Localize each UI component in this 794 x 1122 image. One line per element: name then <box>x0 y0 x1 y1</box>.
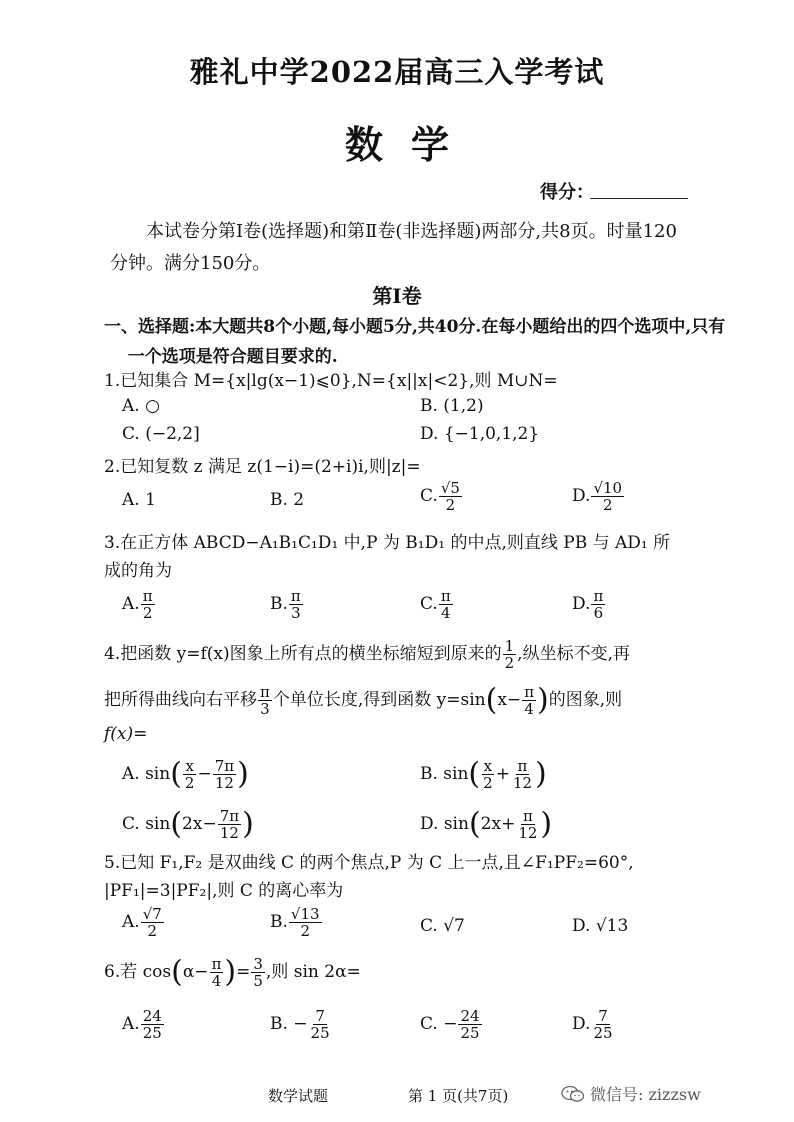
question-1-stem: 1.已知集合 M={x|lg(x−1)⩽0},N={x||x|<2},则 M∪N= <box>104 371 558 391</box>
question-3-stem-line2: 成的角为 <box>104 561 172 581</box>
question-5-stem-line2: |PF₁|=3|PF₂|,则 C 的离心率为 <box>104 881 344 901</box>
q2-option-b: B. 2 <box>270 490 305 510</box>
q3-option-d: D. $\frac{\pi}{6}$ <box>572 587 604 622</box>
q4-option-d: D. sin(2x+ $\frac{\pi}{12}$ ) <box>420 806 553 842</box>
q2-option-a: A. 1 <box>122 490 156 510</box>
q1-option-a: A. ○ <box>122 396 160 416</box>
q5-option-c: C. √7 <box>420 916 465 936</box>
q6-option-b: B. − $\frac{7}{25}$ <box>270 1007 330 1042</box>
volume-heading: 第Ⅰ卷 <box>372 284 422 308</box>
q4-option-b: B. sin( $\frac{x}{2}$ + $\frac{\pi}{12}$ ) <box>420 756 547 792</box>
q4-option-a: A. sin( $\frac{x}{2}$ − $\frac{7\pi}{12}$ ) <box>122 756 249 792</box>
q3-option-a: A. $\frac{\pi}{2}$ <box>122 587 153 622</box>
question-3-stem-line1: 3.在正方体 ABCD−A₁B₁C₁D₁ 中,P 为 B₁D₁ 的中点,则直线 PB 与 AD₁ 所 <box>104 533 671 553</box>
watermark <box>560 1082 701 1105</box>
score-label: 得分： <box>540 182 594 203</box>
q3-option-b: B. $\frac{\pi}{3}$ <box>270 587 301 622</box>
section-heading: 一、选择题:本大题共8个小题,每小题5分,共40分.在每小题给出的四个选项中,只有一个选项是符合题目要求的. <box>104 317 726 367</box>
q1-option-b: B. (1,2) <box>420 396 484 416</box>
wechat-icon <box>560 1085 586 1103</box>
subject-title: 数学 <box>344 122 477 167</box>
question-6-stem: 6.若 cos(α− $\frac{\pi}{4}$ )= $\frac{3}{5}$ ,则 sin 2α= <box>104 954 361 990</box>
q6-option-d: D. $\frac{7}{25}$ <box>572 1007 613 1042</box>
score-blank <box>590 198 688 199</box>
q1-option-c: C. (−2,2] <box>122 424 200 444</box>
q5-option-a: A. $\frac{√7}{2}$ <box>122 905 162 940</box>
q2-option-d: D. $\frac{√10}{2}$ <box>572 479 623 514</box>
q3-option-c: C. $\frac{\pi}{4}$ <box>420 587 451 622</box>
q5-option-b: B. $\frac{√13}{2}$ <box>270 905 320 940</box>
exam-title: 雅礼中学2022届高三入学考试 <box>189 55 605 89</box>
question-4-stem-line2: 把所得曲线向右平移 $\frac{\pi}{3}$ 个单位长度,得到函数 y=sin(x− $\frac{\pi}{4}$ )的图象,则 <box>104 682 623 718</box>
q6-option-c: C. − $\frac{24}{25}$ <box>420 1007 480 1042</box>
q2-option-c: C. $\frac{√5}{2}$ <box>420 479 460 514</box>
exam-instructions: 本试卷分第Ⅰ卷(选择题)和第Ⅱ卷(非选择题)两部分,共8页。时量120分钟。满分150分。 <box>110 221 677 274</box>
q1-option-d: D. {−1,0,1,2} <box>420 424 540 444</box>
footer-subject: 数学试题 <box>268 1087 329 1105</box>
footer-page-number: 第 1 页(共7页) <box>408 1087 509 1105</box>
question-4-stem-line3: f(x)= <box>104 724 148 744</box>
question-2-stem: 2.已知复数 z 满足 z(1−i)=(2+i)i,则|z|= <box>104 457 421 477</box>
q5-option-d: D. √13 <box>572 916 629 936</box>
watermark-text: 微信号: zizzsw <box>590 1085 701 1104</box>
q4-option-c: C. sin(2x− $\frac{7\pi}{12}$ ) <box>122 806 254 842</box>
question-5-stem-line1: 5.已知 F₁,F₂ 是双曲线 C 的两个焦点,P 为 C 上一点,且∠F₁PF₂=60°, <box>104 853 634 873</box>
question-4-stem-line1: 4.把函数 y=f(x)图象上所有点的横坐标缩短到原来的 $\frac{1}{2}$ ,纵坐标不变,再 <box>104 637 630 672</box>
q6-option-a: A. $\frac{24}{25}$ <box>122 1007 162 1042</box>
